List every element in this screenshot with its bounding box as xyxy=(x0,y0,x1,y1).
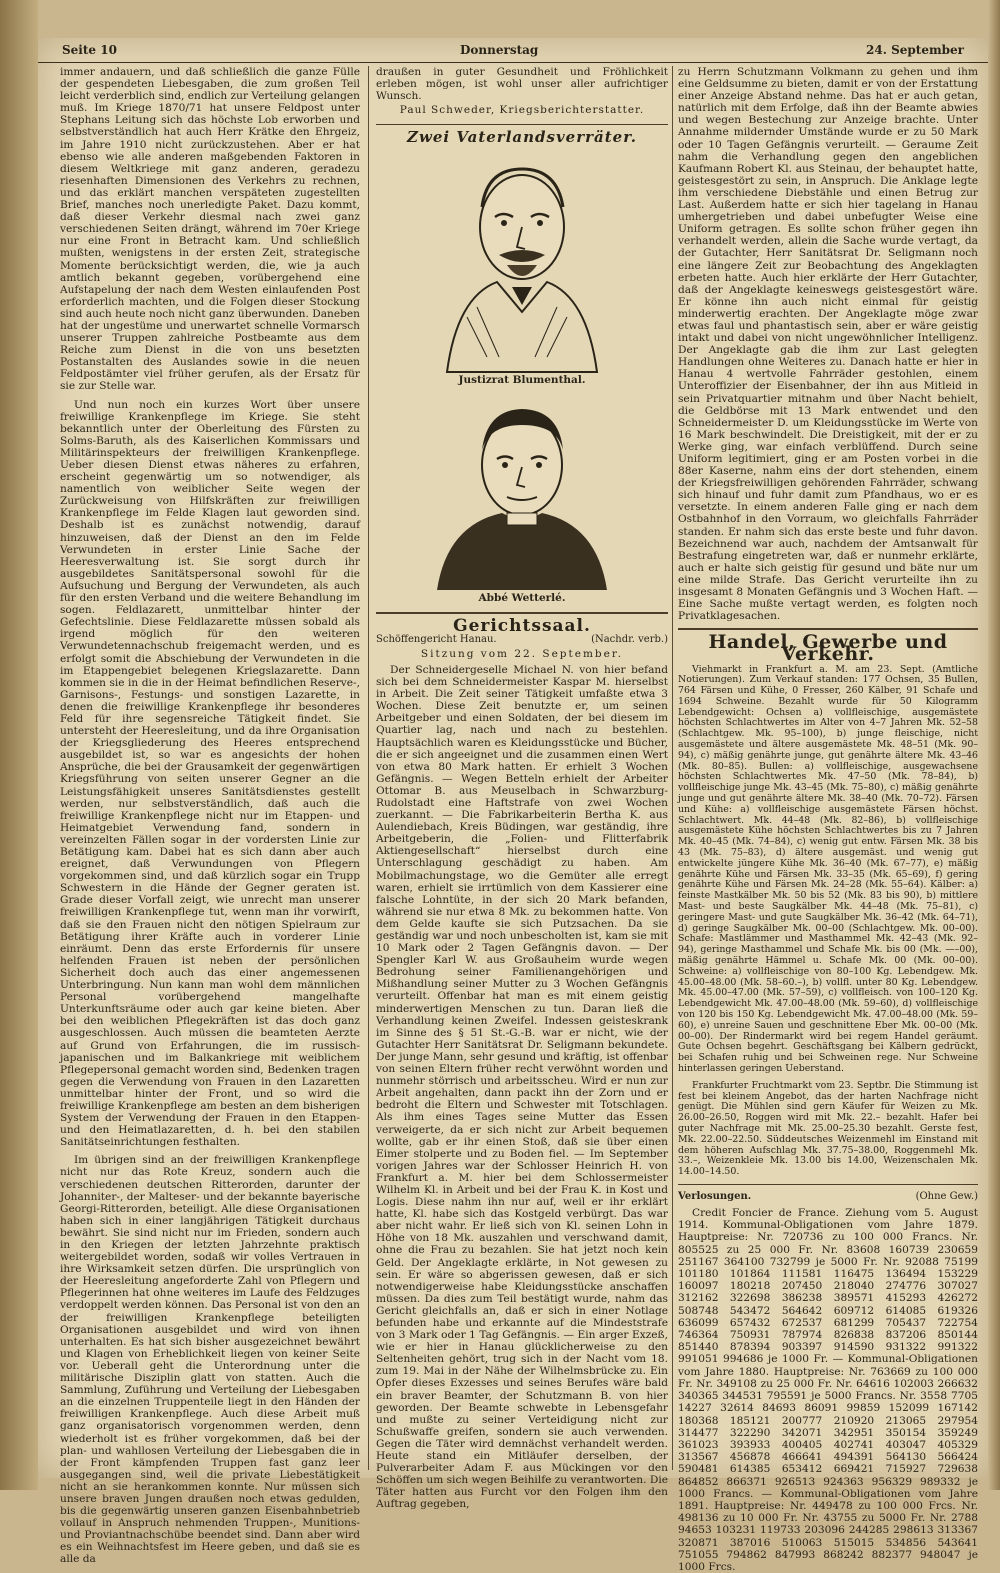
court-report-continued: zu Herrn Schutzmann Volkmann zu gehen und ihm eine Geldsumme zu bieten, damit er von der Erstattung einer Anzeige Abstand nehme. Das hat er auch getan, natürlich mit dem Erfolge, daß ihn der Beamte abwies und wegen Bestechung zur Anzeige brachte. Unter Annahme mildernder Umstände wurde er zu 50 Mark oder 10 Tagen Gefängnis verurteilt. — Geraume Zeit nahm die Verhandlung gegen den angeblichen Kaufmann Robert Kl. aus Steinau, der behauptet hatte, geistesgestört zu sein, in Anspruch. Die Anklage legte ihm verschiedene Diebstähle und einen Betrug zur Last. Außerdem hatte er sich hier tagelang in Hanau umhergetrieben und dabei unbefugter Weise eine Uniform getragen. Es sollte schon früher gegen ihn verhandelt werden, allein die Sache wurde vertagt, da der Gutachter, Herr Sanitätsrat Dr. Seligmann noch eine längere Zeit zur Beobachtung des Angeklagten erbeten hatte. Auch hier erklärte der Herr Gutachter, daß der Angeklagte keineswegs geistesgestört wäre. Er könne ihn auch nicht einmal für geistig minderwertig erachten. Der Angeklagte möge zwar etwas faul und phantastisch sein, aber er wäre geistig intakt und dabei von nicht ungewöhnlicher Intelligenz. Der Angeklagte gab die ihm zur Last gelegten Handlungen ohne Weiteres zu. Danach hatte er hier in Hanau 4 wertvolle Fahrräder gestohlen, einem Unteroffizier der Eisenbahner, der ihn aus Mitleid in sein Privatquartier mitnahm und über Nacht behielt, die Geldbörse mit 13 Mark entwendet und den Schneidermeister D. um Kleidungsstücke im Werte von 16 Mark beschwindelt. Die Dreistigkeit, mit der er zu Werke ging, war einfach verblüffend. Durch seine Uniform legitimiert, ging er am Posten vorbei in die 88er Kaserne, nahm eins der dort stehenden, einem der Kriegsfreiwilligen gehörenden Fahrräder, schwang sich hinauf und fuhr damit zum Pfandhaus, wo er es versetzte. In einem anderen Falle ging er nach dem Ostbahnhof in den Vorraum, wo gleichfalls Fahrräder standen. Er nahm sich das erste beste und fuhr davon. Bezeichnend war auch, nachdem der Amtsanwalt für Bestrafung eingetreten war, daß er nunmehr erklärte, auch er halte sich geistig für gesund und bäte nur um eine milde Strafe. Das Gericht verurteilte ihn zu insgesamt 8 Monaten Gefängnis und 3 Wochen Haft. — Eine Sache mußte vertagt werden, es folgten noch Privatklagesachen. xyxy=(678,66,978,623)
draws-label: Verlosungen. xyxy=(678,1190,752,1202)
article-paragraph: Und nun noch ein kurzes Wort über unsere freiwillige Krankenpflege im Kriege. Sie steht bekanntlich unter der Oberleitung des Fürsten zu Solms-Baruth, als des Kaiserlichen Kommissars und Militärinspekteurs der freiwilligen Krankenpflege. Ueber diesen Dienst etwas näheres zu erfahren, erscheint gegenwärtig um so notwendiger, als namentlich von weiblicher Seite wegen der Zurückweisung von Hilfskräften zur freiwilligen Krankenpflege im Felde Klagen laut geworden sind. Deshalb ist es zunächst notwendig, darauf hinzuweisen, daß der Dienst an den im Felde Verwundeten in erster Linie Sache der Heeresverwaltung ist. Sie sorgt durch ihr ausgebildetes Sanitätspersonal sowohl für die Aufsuchung und Bergung der Verwundeten, als auch für den ersten Verband und die weitere Behandlung im sogen. Feldlazarett, unmittelbar hinter der Gefechtslinie. Diese Feldlazarette müssen sobald als irgend möglich für den weiteren Verwundetennachschub freigemacht werden, und es erfolgt somit die Abschiebung der Verwundeten in die im Etappengebiet belegenen Kriegslazarette. Dann kommen sie in die in der Heimat befindlichen Reserve-, Garnisons-, Festungs- und sonstigen Lazarette, in denen die freiwillige Krankenpflege ihr besonderes Feld für ihre segensreiche Tätigkeit findet. Sie untersteht der Heeresleitung, und da ihre Organisation der Kriegsgliederung des Heeres entsprechend ausgebildet ist, so war es angesichts der hohen Ansprüche, die bei der Grausamkeit der gegenwärtigen Kriegsführung von seiten unserer Gegner an die Leistungsfähigkeit unseres Sanitätsdienstes gestellt werden, nur selbstverständlich, daß auch die freiwillige Krankenpflege nicht nur im Etappen- und Heimatgebiet Verwendung fand, sondern in vereinzelten Fällen sogar in der vordersten Linie zur Betätigung kam. Dabei hat es sich dann aber auch ereignet, daß Verwundungen von Pflegern vorgekommen sind, und daß kürzlich sogar ein Trupp Schwestern in die Hände der Gegner geraten ist. Grade dieser Vorfall zeigt, wie unrecht man unserer freiwilligen Krankenpflege tut, wenn man ihr vorwirft, daß sie den Frauen nicht den nötigen Spielraum zur Betätigung ihrer Kräfte auch in vorderer Linie einräumt. Denn das erste Erfordernis für unsere helfenden Frauen ist neben der persönlichen Sicherheit doch auch das einer angemessenen Unterbringung. Nun kann man wohl dem männlichen Personal vorübergehend mangelhafte Unterkunftsräume oder auch gar keine bieten. Aber bei den weiblichen Pflegekräften ist das doch ganz ausgeschlossen. Auch müssen die beamteten Aerzte auf Grund von Erfahrungen, die im russisch-japanischen und im Balkankriege mit weiblichem Pflegepersonal gemacht worden sind, Bedenken tragen gegen die Verwendung von Frauen in den Lazaretten unmittelbar hinter der Front, und so wird die freiwillige Krankenpflege am besten an dem bisherigen System der Verwendung der Frauen in den Etappen- und den Heimatlazaretten, d. h. bei den stabilen Sanitätseinrichtungen festhalten. xyxy=(60,398,360,1149)
column-1 xyxy=(60,66,360,1566)
session-date: Sitzung vom 22. September. xyxy=(420,647,624,660)
portraits-title: Zwei Vaterlandsverräter. xyxy=(407,128,637,147)
divider xyxy=(376,124,668,125)
divider xyxy=(678,628,978,630)
page-edge xyxy=(988,0,1000,1490)
court-report: Der Schneidergeselle Michael N. von hier befand sich bei dem Schneidermeister Kaspar M. hierselbst in Arbeit. Die Zeit seiner Tätigkeit umfaßte etwa 3 Wochen. Diese Zeit benutzte er, um seinen Arbeitgeber und einen Soldaten, der bei diesem im Quartier lag, nach und nach zu bestehlen. Hauptsächlich waren es Kleidungsstücke und Bücher, die er sich angeeignet und die zusammen einen Wert von etwa 80 Mark hatten. Er erhielt 3 Wochen Gefängnis. — Wegen Betteln erhielt der Arbeiter Ottomar B. aus Meuselbach in Schwarzburg-Rudolstadt eine Haftstrafe von zwei Wochen zuerkannt. — Die Fabrikarbeiterin Bertha K. aus Aulendiebach, Kreis Büdingen, war geständig, ihre Arbeitgeberin, die „Folien- und Flitterfabrik Aktiengesellschaft“ hierselbst durch eine Unterschlagung geschädigt zu haben. Am Mobilmachungstage, wo die Gemüter alle erregt waren, erhielt sie irrtümlich von dem Kassierer eine falsche Lohntüte, in der sich 20 Mark befanden, während sie nur etwa 8 Mk. zu bekommen hatte. Von dem Gelde kaufte sie sich Putzsachen. Da sie geständig war und noch unbescholten ist, kam sie mit 10 Mark oder 2 Tagen Gefängnis davon. — Der Spengler Karl W. aus Großauheim wurde wegen Bedrohung seiner Familienangehörigen und Mißhandlung seiner Mutter zu 3 Wochen Gefängnis verurteilt. Offenbar hat man es mit einem geistig minderwertigen Menschen zu tun. Daran ließ die Verhandlung keinen Zweifel. Indessen geisteskrank im Sinne des § 51 St.-G.-B. war er nicht, wie der Gutachter Herr Sanitätsrat Dr. Seligmann bekundete. Der junge Mann, sehr gesund und kräftig, ist offenbar von seinen Eltern früher recht verwöhnt worden und nunmehr störrisch und arbeitsscheu. Wird er nun zur Arbeit angehalten, dann packt ihn der Zorn und er bedroht die Eltern und Schwester mit Totschlagen. Als ihm eines Tages seine Mutter das Essen verweigerte, da er sich nicht zur Arbeit bequemen wollte, gab er ihr einen Stoß, daß sie über einen Eimer stolperte und zu Boden fiel. — Im September vorigen Jahres war der Schlosser Heinrich H. von Frankfurt a. M. hier bei dem Schlossermeister Wilhelm Kl. in Arbeit und bei der Frau K. in Kost und Logis. Diese nahm ihn nur auf, weil er ihr erklärt hatte, Kl. habe sich das Kostgeld verbürgt. Das war aber nicht wahr. Er ließ sich von Kl. seinen Lohn in Höhe von 18 Mk. auszahlen und verschwand damit, ohne die Frau zu bezahlen. Sie hat jetzt noch kein Geld. Der Angeklagte erklärte, in Not gewesen zu sein. Er wäre so abgerissen gewesen, daß er sich notwendigerweise habe Kleidungsstücke anschaffen müssen. Da dies zum Teil bestätigt wurde, nahm das Gericht gleichfalls an, daß er sich in einer Notlage befunden habe und erkannte auf die Mindeststrafe von 3 Mark oder 1 Tag Gefängnis. — Ein arger Exzeß, wie er hier in Hanau glücklicherweise zu den Seltenheiten gehört, trug sich in der Nacht vom 18. zum 19. Mai in der Nähe der Wilhelmsbrücke zu. Ein Opfer dieses Exzesses und seines Berufes wäre bald ein braver Beamter, der Schutzmann B. von hier geworden. Der Beamte schwebte in Lebensgefahr und mußte zu seiner Verteidigung nicht zur Schußwaffe greifen, sondern sie auch verwenden. Gegen die Täter wird demnächst verhandelt werden. Heute stand ein Mitläufer derselben, der Pulverarbeiter Adam F. aus Mückingen vor den Schöffen um sich wegen Beihilfe zu verantworten. Die Täter hatten aus Furcht vor den Folgen ihm den Auftrag gegeben, xyxy=(376,663,668,1511)
article-paragraph: Im übrigen sind an der freiwilligen Krankenpflege nicht nur das Rote Kreuz, sondern auch die verschiedenen deutschen Ritterorden, darunter der Johanniter-, der Malteser- und der bekannte bayerische Georgi-Ritterorden, beteiligt. Alle diese Organisationen haben sich in einer langjährigen Tätigkeit durchaus bewährt. Sie sind nicht nur im Frieden, sondern auch in den Kriegen der letzten Jahrzehnte praktisch weitergebildet worden, sodaß wir volles Vertrauen in ihre Wirksamkeit setzen dürfen. Die ursprünglich von der Heeresleitung angeforderte Zahl von Pflegern und Pflegerinnen hat ohne weiteres im Laufe des Feldzuges verdoppelt werden können. Das Personal ist von den an der freiwilligen Krankenpflege beteiligten Organisationen ausgebildet und wird von ihnen unterhalten. Es hat sich bisher ausgezeichnet bewährt und Klagen von Erheblichkeit liegen von keiner Seite vor. Ueberall geht die Unterordnung unter die militärische Disziplin glatt von statten. Auch die Sammlung, Zuführung und Verteilung der Liebesgaben an die einzelnen Truppenteile liegt in den Händen der freiwilligen Krankenpflege. Auch diese Arbeit muß ganz organisatorisch vorgenommen werden, denn wiederholt ist es früher vorgekommen, daß bei der plan- und wahllosen Verteilung der Liebesgaben die in der Front kämpfenden Truppen fast ganz leer ausgegangen sind, weil die private Liebestätigkeit nicht an sie herankommen konnte. Nur müssen sich unsere braven Jungen draußen noch etwas gedulden, bis die gegenwärtig unseren ganzen Eisenbahnbetrieb vollauf in Anspruch nehmenden Truppen-, Munitions- und Proviantnachschübe beendet sind. Dann aber wird es ein Weihnachtsfest im Heere geben, und daß sie es alle da xyxy=(60,1154,360,1566)
page-number: Seite 10 xyxy=(62,43,117,57)
grain-market-report: Frankfurter Fruchtmarkt vom 23. Septbr. Die Stimmung ist fest bei kleinem Angebot, das der harten Nachfrage nicht genügt. Die Mühlen sind gern Käufer für Weizen zu Mk. 26.00–26.50, Roggen wird mit Mk. 22.– bezahlt. Hafer bei guter Nachfrage mit Mk. 25.00–25.30 bezahlt. Gerste fest, Mk. 22.00–22.50. Süddeutsches Weizenmehl im Einstand mit dem höheren Aufschlag Mk. 37.75–38.00, Roggenmehl Mk. 33.–, Weizenkleie Mk. 13.00 bis 14.00, Weizenschalen Mk. 14.00–14.50. xyxy=(678,1079,978,1178)
section-title-court: Gerichtssaal. xyxy=(453,615,591,636)
portrait-wetterle-illustration xyxy=(407,395,637,590)
portrait-blumenthal-illustration xyxy=(407,147,637,372)
court-name: Schöffengericht Hanau. xyxy=(376,633,497,645)
article-paragraph: immer andauern, und daß schließlich die ganze Fülle der gespendeten Liebesgaben, die zum großen Teil leicht verderblich sind, endlich zur Verteilung gelangen muß. Im Kriege 1870/71 hat unsere Feldpost unter Stephans Leitung sich das höchste Lob erworben und selbstverständlich hat auch Herr Krätke den Ehrgeiz, im Jahre 1910 nicht zurückzustehen. Aber er hat ebenso wie alle anderen maßgebenden Faktoren in diesem Weltkriege mit ganz anderen, geradezu riesenhaften Dimensionen des Verkehrs zu rechnen, und das erklärt manchen verspäteten zugestellten Brief, manches noch unerledigte Paket. Dazu kommt, daß dieser Verkehr diesmal nach zwei ganz verschiedenen Seiten drängt, während im 70er Kriege nur eine Front in Betracht kam. Und schließlich mußten, wenigstens in der ersten Zeit, strategische Momente berücksichtigt werden, die, wie ja auch amtlich bekannt gegeben, vorübergehend eine Aufstapelung der nach dem Westen einlaufenden Post erforderlich machten, und die Folgen dieser Stockung sind auch heute noch nicht ganz überwunden. Daneben hat der ungestüme und unerwartet schnelle Vormarsch unserer Truppen zahlreiche Postbeamte aus dem Reiche zum Dienst in die von uns besetzten Postanstalten des Auslandes sowie in die neuen Feldpostämter viel früher gerufen, als der Ersatz für sie zur Stelle war. xyxy=(60,66,360,393)
draws-note: (Ohne Gew.) xyxy=(915,1190,978,1202)
portrait-caption: Justizrat Blumenthal. xyxy=(458,374,586,387)
divider xyxy=(376,612,668,614)
cattle-market-report: Viehmarkt in Frankfurt a. M. am 23. Sept. (Amtliche Notierungen). Zum Verkauf standen: 177 Ochsen, 35 Bullen, 764 Färsen und Kühe, 0 Fresser, 260 Kälber, 91 Schafe und 1694 Schweine. Bezahlt wurde für 50 Kilogramm Lebendgewicht: Ochsen a) vollfleischige, ausgemästete höchsten Schlachtwertes im Alter von 4–7 Jahren Mk. 52–58 (Schlachtgew. Mk. 95–100), b) junge fleischige, nicht ausgemästete und ältere ausgemästete Mk. 48–51 (Mk. 90–94), c) mäßig genährte junge, gut genährte ältere Mk. 43–46 (Mk. 80–85). Bullen: a) vollfleischige, ausgewachsene höchsten Schlachtwertes Mk. 47–50 (Mk. 78–84), b) vollfleischige junge Mk. 43–45 (Mk. 75–80), c) mäßig genährte junge und gut genährte ältere Mk. 38–40 (Mk. 70–72). Färsen und Kühe: a) vollfleischige ausgemästete Färsen höchst. Schlachtwert. Mk. 44–48 (Mk. 82–86), b) vollfleischige ausgemästete Kühe höchsten Schlachtwertes bis zu 7 Jahren Mk. 40–45 (Mk. 74–84), c) wenig gut entw. Färsen Mk. 38 bis 43 (Mk. 75–83), d) ältere ausgemäst. und wenig gut entwickelte jüngere Kühe Mk. 36–40 (Mk. 67–77), e) mäßig genährte Kühe und Färsen Mk. 33–35 (Mk. 65–69), f) gering genährte Kühe und Färsen Mk. 24–28 (Mk. 55–64). Kälber: a) feinste Mastkälber Mk. 50 bis 52 (Mk. 83 bis 90), b) mittlere Mast- und beste Saugkälber Mk. 44–48 (Mk. 75–81), c) geringere Mast- und gute Saugkälber Mk. 36–42 (Mk. 64–71), d) geringe Saugkälber Mk. 00–00 (Schlachtgew. Mk. 00–00). Schafe: Mastlämmer und Masthammel Mk. 42–43 (Mk. 92–94), geringe Masthammel und Schafe Mk. bis 00 (Mk. —–00), mäßig genährte Hämmel u. Schafe Mk. 00 (Mk. 00–00). Schweine: a) vollfleischige von 80–100 Kg. Lebendgew. Mk. 45.00–48.00 (Mk. 58–60.–), b) vollfl. unter 80 Kg. Lebendgew. Mk. 45.00–47.00 (Mk. 57–59), c) vollfleisch. von 100–120 Kg. Lebendgewicht Mk. 47.00–48.00 (Mk. 59–60), d) vollfleischige von 120 bis 150 Kg. Lebendgewicht Mk. 47.00–48.00 (Mk. 59–60), e) unreine Sauen und geschnittene Eber Mk. 00–00 (Mk. 00–00). Der Rindermarkt wird bei regem Handel geräumt. Gute Ochsen begehrt. Geschäftsgang bei Kälbern gedrückt, bei Schafen ruhig und bei Schweinen rege. Nur Schweine hinterlassen geringen Ueberstand. xyxy=(678,663,978,1074)
column-3 xyxy=(678,66,978,1573)
divider xyxy=(678,1184,978,1185)
newspaper-page xyxy=(38,38,988,1573)
section-title-commerce: Handel, Gewerbe und Verkehr. xyxy=(708,631,948,666)
weekday: Donnerstag xyxy=(460,43,539,57)
reprint-note: (Nachdr. verb.) xyxy=(591,633,668,645)
binding-edge xyxy=(0,0,38,1490)
column-rule xyxy=(368,66,369,1470)
date: 24. September xyxy=(866,43,964,57)
article-byline: Paul Schweder, Kriegsberichterstatter. xyxy=(399,104,645,117)
draws-heading xyxy=(678,1191,978,1203)
draws-results: Credit Foncier de France. Ziehung vom 5. August 1914. Kommunal-Obligationen vom Jahre 1879. Hauptpreise: Nr. 720736 zu 100 000 Francs. Nr. 805525 zu 25 000 Fr. Nr. 83608 160739 230659 251167 364100 732799 je 5000 Fr. Nr. 92088 75199 101180 101864 111581 116475 136494 153229 160097 180218 207450 218040 274776 307027 312162 322698 386238 389571 415293 426272 508748 543472 564642 609712 614085 619326 636099 657432 672537 681299 705437 722754 746364 750931 787974 826838 837206 850144 851440 878394 903397 914590 931322 991322 991051 994686 je 1000 Fr. — Kommunal-Obligationen vom Jahre 1880. Hauptpreise: Nr. 763669 zu 100 000 Fr. Nr. 349108 zu 25 000 Fr. Nr. 64616 102003 266632 340365 344531 795591 je 5000 Francs. Nr. 3558 7705 14227 32614 84693 86091 99859 152099 167142 180368 185121 200777 210920 213065 297954 314477 322290 342071 342951 350154 359249 361023 393933 400405 402741 403047 405329 313567 456878 466641 494391 564130 566424 590481 614385 653412 669421 715927 729638 864852 866371 926513 924363 956329 989332 je 1000 Francs. — Kommunal-Obligationen vom Jahre 1891. Hauptpreise: Nr. 449478 zu 100 000 Frcs. Nr. 498136 zu 10 000 Fr. Nr. 43755 zu 5000 Fr. Nr. 2788 94653 103231 119733 203096 244285 298613 313367 320871 387016 510063 515015 534856 543641 751055 794862 847993 868242 882377 948047 je 1000 Frcs. xyxy=(678,1207,978,1573)
column-2 xyxy=(376,66,668,1511)
page-header xyxy=(38,38,988,63)
portrait-caption: Abbé Wetterlé. xyxy=(478,591,566,604)
column-rule xyxy=(672,66,673,1470)
article-ending: draußen in guter Gesundheit und Fröhlichkeit erleben mögen, ist wohl unser aller aufrichtiger Wunsch. xyxy=(376,66,668,103)
